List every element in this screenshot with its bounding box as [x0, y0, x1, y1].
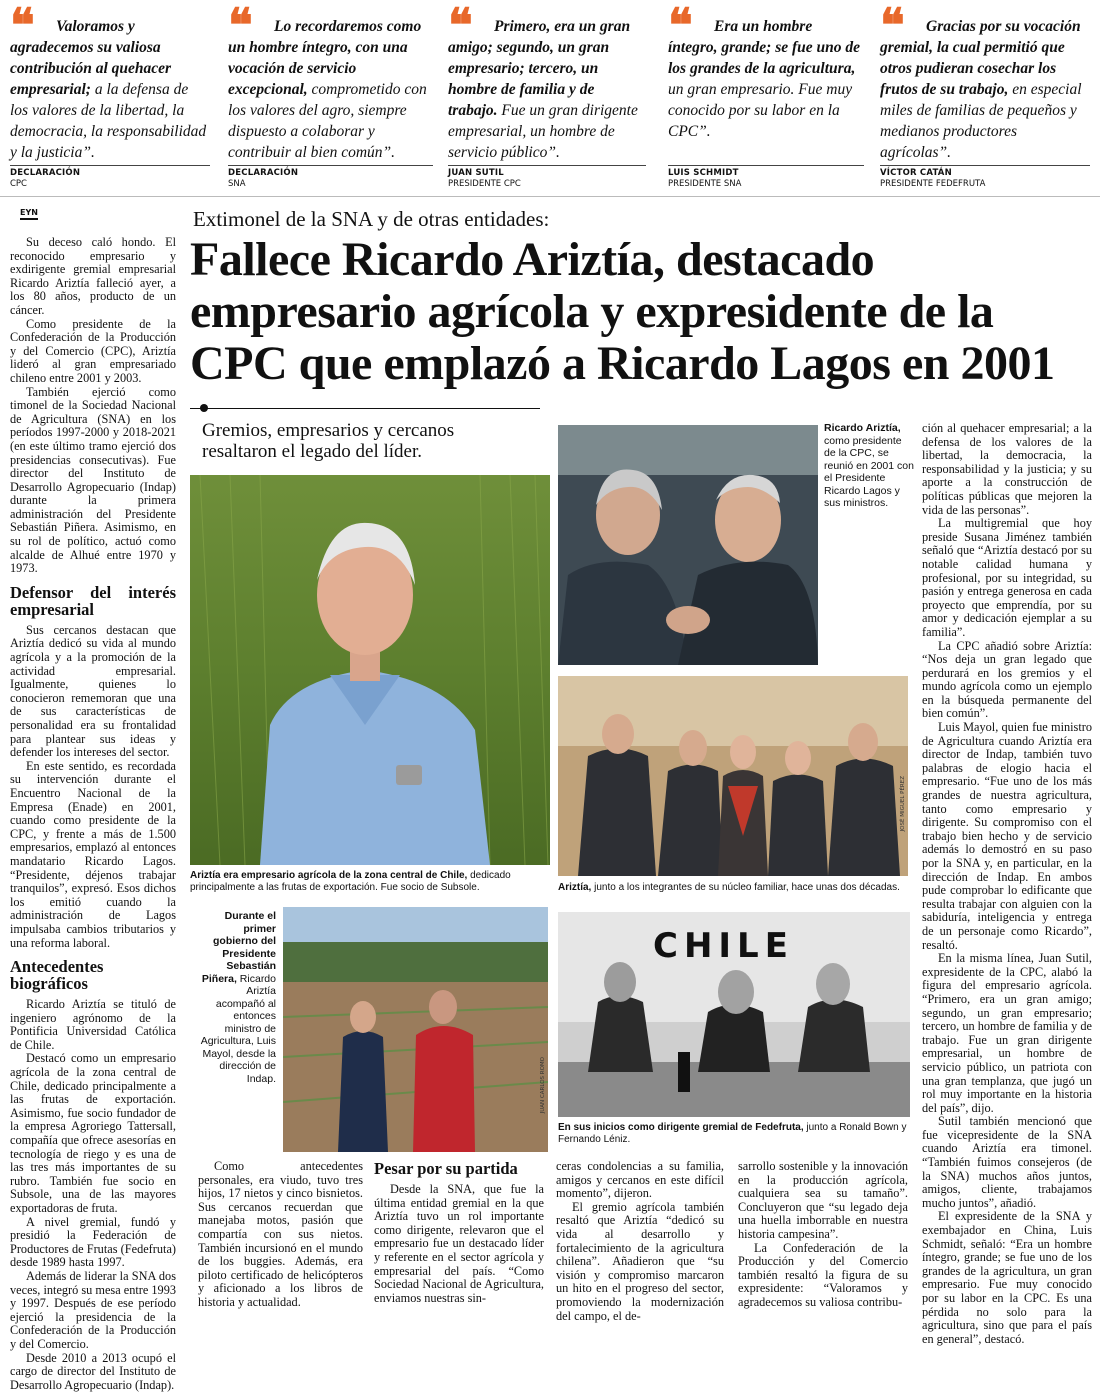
- quote-bold: Era un hombre íntegro, grande; se fue uno de los grandes de la agricultura,: [668, 18, 861, 77]
- quote-role: PRESIDENTE SNA: [668, 179, 742, 189]
- paragraph: A nivel gremial, fundó y presidió la Federación de Productores de Frutas (Fedefruta) desde 1989 hasta 1997.: [10, 1214, 176, 1270]
- paragraph: ceras condolencias a su familia, amigos y cercanos en este difícil momento”, dijeron.: [556, 1159, 724, 1201]
- quote-mark-icon: ❝: [448, 0, 473, 52]
- quote-schmidt: [668, 0, 864, 192]
- quotes-divider: [0, 196, 1100, 197]
- right-column: [922, 422, 1092, 1346]
- quote-bold: Lo recordaremos como un hombre íntegro, con una vocación de servicio excepcional,: [228, 18, 422, 98]
- fedefruta-photo: [558, 912, 910, 1117]
- paragraph: Como antecedentes personales, era viudo, tuvo tres hijos, 17 nietos y cinco bisnietos. Sus cercanos recuerdan que manejaba motos, pasión que compartía con sus nietos. También incursionó en el mundo de los buggies. Además, era piloto certificado de helicópteros y aficionado a los libros de historia y actualidad.: [198, 1159, 363, 1309]
- quote-author: JUAN SUTIL: [448, 168, 504, 178]
- section-tag: EYN: [20, 208, 38, 220]
- caption-text: dedicado principalmente a las frutas de exportación. Fue socio de Subsole.: [190, 870, 511, 893]
- quote-bold: Primero, era un gran amigo; segundo, un gran empresario; tercero, un hombre de familia y de trabajo.: [448, 18, 631, 119]
- quote-cpc: [10, 0, 210, 192]
- photo-credit: JUAN CARLOS ROMO: [540, 1057, 546, 1114]
- portrait-photo: [190, 475, 550, 865]
- paragraph: Desde 2010 a 2013 ocupó el cargo de director del Instituto de Desarrollo Agropecuario (Indap).: [10, 1350, 176, 1392]
- paragraph: Como presidente de la Confederación de la Producción y del Comercio (CPC), Ariztía lideró al gran empresariado chileno entre 2001 y 2003.: [10, 316, 176, 385]
- divider: [228, 165, 433, 166]
- caption-text: Ricardo Ariztía acompañó al entonces ministro de Agricultura, Luis Mayol, desde la dirección de Indap.: [200, 972, 276, 1085]
- caption-text: junto a Ronald Bown y Fernando Léniz.: [558, 1122, 907, 1145]
- quote-text: en especial miles de familias de pequeños y medianos productores agrícolas”.: [880, 81, 1082, 161]
- paragraph: sarrollo sostenible y la innovación en la producción agrícola, cualquiera sea su tamaño”. Concluyeron que “su legado deja una huella imborrable en nuestra historia campesina”.: [738, 1159, 908, 1241]
- quote-author: LUIS SCHMIDT: [668, 168, 739, 178]
- divider: [10, 165, 210, 166]
- divider: [668, 165, 864, 166]
- paragraph: El expresidente de la SNA y exembajador en China, Luis Schmidt, señaló: “Era un hombre íntegro, grande; se fue uno de los grandes de la agricultura, un gran empresario. Fue muy conocido por su labor en la CPC. Es una pérdida no solo para la agricultura, sino que para el país en general”, destacó.: [922, 1209, 1092, 1346]
- quote-author: DECLARACIÓN: [10, 168, 81, 178]
- caption-bold: Ricardo Ariztía,: [824, 422, 901, 434]
- bajada-dot-icon: [200, 404, 208, 412]
- paragraph: La CPC añadió sobre Ariztía: “Nos deja un gran legado que perdurará en los gremios y el mundo agrícola como un ejemplo en la búsqueda permanente del bien común”.: [922, 638, 1092, 721]
- quote-role: CPC: [10, 179, 27, 189]
- paragraph: ción al quehacer empresarial; a la defensa de los valores de la libertad, la democracia, la responsabilidad y la justicia; y su aporte a la construcción de políticas públicas que mejoren la vida de las personas”.: [922, 421, 1092, 517]
- field-photo: [283, 907, 548, 1152]
- caption-lagos: [824, 422, 916, 510]
- quote-role: PRESIDENTE CPC: [448, 179, 521, 189]
- paragraph: También ejerció como timonel de la Sociedad Nacional de Agricultura (SNA) en los períodos 1997-2000 y 2018-2021 (en este último tramo ejerció dos presidencias consecutivas). Fue director del Instituto de Desarrollo Agropecuario (Indap) durante la primera administración del Presidente Sebastián Piñera. Asimismo, en su rol de político, actuó como alcalde de Alhué entre 1970 y 1973.: [10, 384, 176, 576]
- caption-family: [558, 882, 910, 894]
- kicker: Extimonel de la SNA y de otras entidades:: [193, 207, 550, 231]
- headline: Fallece Ricardo Ariztía, destacado empresario agrícola y expresidente de la CPC que emplazó a Ricardo Lagos en 2001: [190, 233, 1055, 390]
- divider: [448, 165, 646, 166]
- paragraph: La multigremial que hoy preside Susana Jiménez también señaló que “Ariztía destacó por su notable calidad humana y profesional, por su integridad, su pasión y entrega generosa en cada proyecto que emprendía, por su amor y dedicación ejemplar a su familia”.: [922, 516, 1092, 639]
- quote-sutil: [448, 0, 646, 192]
- quote-text: Fue un gran dirigente empresarial, un hombre de servicio público”.: [448, 102, 638, 161]
- paragraph: Sutil también mencionó que fue vicepresidente de la SNA cuando Ariztía era timonel. “También fuimos consejeros (de la SNA) muchos años juntos, amigos, cliente, trabajamos mucho juntos”, añadió.: [922, 1114, 1092, 1210]
- quote-role: SNA: [228, 179, 246, 189]
- paragraph: Luis Mayol, quien fue ministro de Agricultura cuando Ariztía era director de Indap, también tuvo palabras de elogio hacia el empresario. “Fue uno de los más grandes de nuestra agricultura, tanto como empresario y dirigente. Su compromiso con el trabajo bien hecho y de servicio además lo demostró en su paso por la SNA y, en particular, en la dirección de Indap. En ambos pude comprobar lo edificante que resulta trabajar con alguien con la sabiduría, inteligencia y entrega de un personaje como Ricardo”, resaltó.: [922, 720, 1092, 952]
- quote-mark-icon: ❝: [10, 0, 35, 52]
- paragraph: Sus cercanos destacan que Ariztía dedicó su vida al mundo agrícola y a la promoción de la actividad empresarial. Igualmente, quienes lo conocieron rememoran que una de sus características de personalidad era su frontalidad para plantear sus ideas y defender los intereses del sector.: [10, 622, 176, 760]
- subheading: Defensor del interés empresarial: [10, 582, 176, 619]
- caption-field: [198, 910, 276, 1085]
- divider: [880, 165, 1090, 166]
- paragraph: La Confederación de la Producción y del Comercio también resaltó la figura de su expresidente: “Valoramos y agradecemos su valiosa contribu-: [738, 1240, 908, 1309]
- quote-bold: Gracias por su vocación gremial, la cual permitió que otros pudieran cosechar los frutos de su trabajo,: [880, 18, 1081, 98]
- quote-catan: [880, 0, 1090, 192]
- subheading: Pesar por su partida: [374, 1159, 518, 1178]
- chile-sign: CHILE: [653, 926, 794, 966]
- subheading: Antecedentes biográficos: [10, 957, 104, 994]
- quote-mark-icon: ❝: [880, 0, 905, 52]
- quote-mark-icon: ❝: [228, 0, 253, 52]
- caption-text: junto a los integrantes de su núcleo familiar, hace unas dos décadas.: [591, 882, 900, 893]
- quote-bold: Valoramos y agradecemos su valiosa contribución al quehacer empresarial;: [10, 18, 172, 98]
- bottom-column-2: [374, 1160, 544, 1305]
- quote-author: DECLARACIÓN: [228, 168, 299, 178]
- caption-bold: Durante el primer gobierno del Presidente Sebastián Piñera,: [201, 910, 276, 985]
- quote-role: PRESIDENTE FEDEFRUTA: [880, 179, 986, 189]
- bottom-column-3: [556, 1160, 724, 1323]
- paragraph: Desde la SNA, que fue la última entidad gremial en la que Ariztía tuvo un rol importante como dirigente, relevaron que el empresario fue un destacado líder y referente en el sector agrícola y empresarial del país. “Como Sociedad Nacional de Agricultura, enviamos nuestras sin-: [374, 1182, 544, 1305]
- quote-mark-icon: ❝: [668, 0, 693, 52]
- caption-bold: Ariztía era empresario agrícola de la zona central de Chile,: [190, 870, 468, 881]
- bajada-rule: [190, 408, 540, 409]
- bottom-column-1: [198, 1160, 363, 1310]
- quote-text: comprometido con los valores del agro, siempre dispuesto a colaborar y contribuir al bien común”.: [228, 81, 427, 161]
- paragraph: Su deceso caló hondo. El reconocido empresario y exdirigente gremial empresarial Ricardo Ariztía falleció ayer, a los 80 años, producto de un cáncer.: [10, 235, 176, 317]
- caption-bold: Ariztía,: [558, 882, 592, 893]
- caption-portrait: [190, 870, 552, 894]
- paragraph: En este sentido, es recordada su intervención durante el Encuentro Nacional de la Empresa (Enade) en 2001, cuando como presidente de la CPC, y frente a más de 1.500 empresarios, emplazó al entonces mandatario Ricardo Lagos. “Presidente, déjenos trabajar tranquilos”, expresó. Esos dichos los emitió cuando la administración de Lagos impulsaba cambios tributarios y una reforma laboral.: [10, 758, 176, 950]
- caption-text: como presidente de la CPC, se reunió en 2001 con el Presidente Ricardo Lagos y sus ministros.: [824, 434, 914, 509]
- caption-bold: En sus inicios como dirigente gremial de Fedefruta,: [558, 1122, 804, 1133]
- quote-text: un gran empresario. Fue muy conocido por su labor en la CPC”.: [668, 81, 853, 140]
- quote-author: VÍCTOR CATÁN: [880, 168, 952, 178]
- paragraph: Destacó como un empresario agrícola de la zona central de Chile, dedicado principalmente a las frutas de exportación. Asimismo, fue socio fundador de la empresa Agroriego Tattersall, compañía que ofrece asesorías en tecnología de riego y es una de las tres más importantes de su rubro. También fue socio en Subsole, una de las mayores exportadoras de fruta.: [10, 1051, 176, 1215]
- quote-text: a la defensa de los valores de la libertad, la democracia, la responsabilidad y la justicia”.: [10, 81, 207, 161]
- paragraph: Además de liderar la SNA dos veces, integró su mesa entre 1993 y 1997. Después de ese período ejerció la presidencia de la Confederación de la Producción y del Comercio.: [10, 1268, 176, 1351]
- quote-sna: [228, 0, 433, 192]
- family-photo: [558, 676, 908, 876]
- bottom-column-4: [738, 1160, 908, 1310]
- bajada: Gremios, empresarios y cercanos resaltaron el legado del líder.: [202, 420, 455, 462]
- paragraph: Ricardo Ariztía se tituló de ingeniero agrónomo de la Pontificia Universidad Católica de Chile.: [10, 997, 176, 1052]
- photo-credit: JOSÉ MIGUEL PÉREZ: [900, 776, 906, 832]
- caption-fedefruta: [558, 1122, 910, 1146]
- lagos-meeting-photo: [558, 425, 818, 665]
- left-column: [10, 236, 176, 1392]
- paragraph: En la misma línea, Juan Sutil, expresidente de la CPC, alabó la figura del empresario agrícola. “Primero, era un gran amigo; segundo, un gran empresario; tercero, un hombre de familia y de trabajo. Fue un gran dirigente empresarial, un hombre de servicio público, un patriota con una gran templanza, que jugó un rol muy importante en la historia del país”, dijo.: [922, 951, 1092, 1115]
- paragraph: El gremio agrícola también resaltó que Ariztía “dedicó su vida al desarrollo y fortalecimiento de la agricultura chilena”. Añadieron que “su visión y compromiso marcaron un hito en el progreso del sector, promoviendo la modernización del campo, el de-: [556, 1199, 724, 1323]
